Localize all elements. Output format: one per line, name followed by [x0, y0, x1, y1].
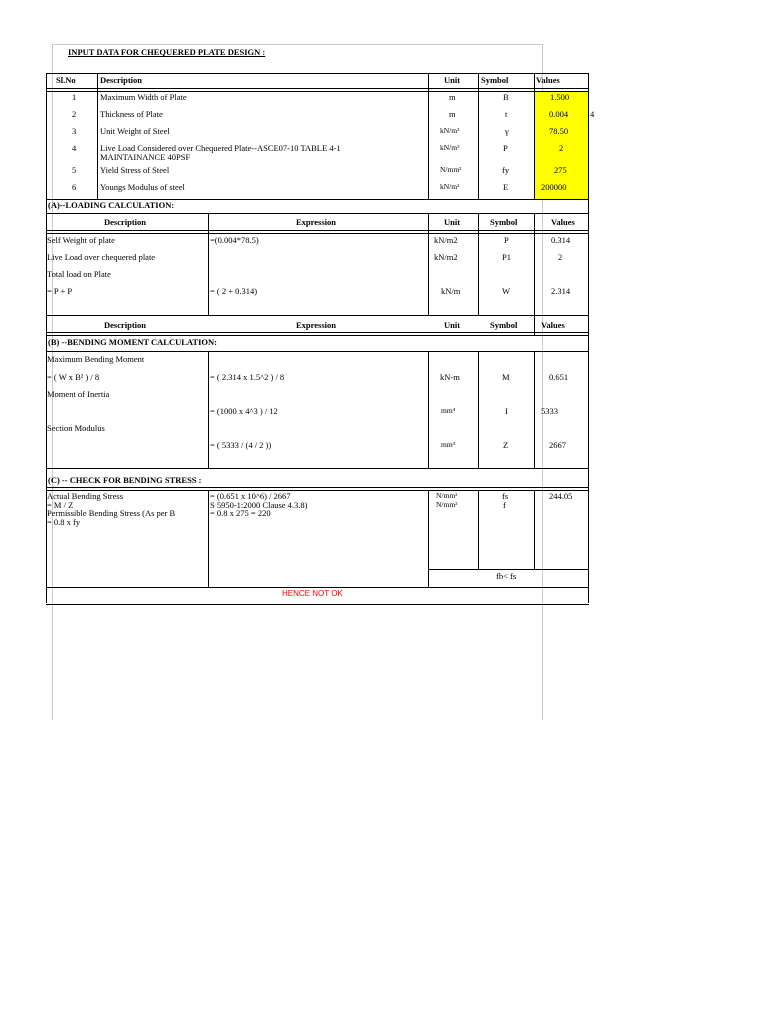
table-row-symbol: fy — [502, 165, 510, 175]
header-description: Description — [104, 320, 147, 330]
header-values: Values — [536, 75, 560, 85]
table-row-sl: 3 — [72, 126, 77, 136]
table-row-value[interactable]: 1.500 — [550, 92, 570, 102]
table-row-expr: = ( 2.314 x 1.5^2 ) / 8 — [210, 372, 285, 382]
table-row-desc: Unit Weight of Steel — [100, 126, 170, 136]
table-row-value: 0.651 — [549, 372, 569, 382]
table-row-desc: Maximum Bending Moment — [47, 354, 145, 364]
table-row-symbol: γ — [505, 126, 509, 136]
table-row-unit: kN/m — [441, 286, 461, 296]
table-row-sl: 5 — [72, 165, 77, 175]
expr-line: = 0.8 x 275 = 220 — [210, 508, 271, 518]
table-row-value: 2.314 — [551, 286, 571, 296]
table-row-value: 2 — [558, 252, 563, 262]
table-row-symbol: P — [503, 143, 508, 153]
table-row-unit: kN/m2 — [434, 235, 458, 245]
table-row-value[interactable]: 0.004 — [549, 109, 569, 119]
header-symbol: Symbol — [490, 320, 518, 330]
actual-stress-value: 244.05 — [549, 491, 573, 501]
table-row-symbol: W — [502, 286, 511, 296]
desc-line: = 0.8 x fy — [47, 517, 81, 527]
header-values: Values — [551, 217, 575, 227]
header-unit: Unit — [444, 75, 461, 85]
table-row-desc: Live Load Considered over Chequered Plate--ASCE07-10 TABLE 4-1 — [100, 143, 341, 153]
section-b-heading: (B) --BENDING MOMENT CALCULATION: — [48, 337, 217, 347]
table-row-unit: kN/m2 — [434, 252, 458, 262]
table-row-desc: Youngs Modulus of steel — [100, 182, 185, 192]
table-row-unit: mm³ — [441, 440, 455, 449]
page-border-top — [52, 44, 542, 45]
table-row-expr: =(0.004*78.5) — [210, 235, 259, 245]
table-row-sl: 2 — [72, 109, 77, 119]
table-row-unit: mm⁴ — [441, 406, 456, 415]
table-row-unit: kN/m² — [440, 143, 460, 152]
header-sl-no: Sl.No — [56, 75, 76, 85]
expr-line: S 5950-1:2000 Clause 4.3.8) — [210, 500, 308, 510]
table-row-sl: 4 — [72, 143, 77, 153]
header-symbol: Symbol — [481, 75, 509, 85]
table-row-value[interactable]: 200000 — [541, 182, 567, 192]
expr-line: = (0.651 x 10^6) / 2667 — [210, 491, 291, 501]
table-row-unit: kN/m² — [440, 182, 460, 191]
page-border-left — [52, 44, 53, 720]
desc-line: = M / Z — [47, 500, 74, 510]
table-row-desc: Section Modulus — [47, 423, 105, 433]
table-row-desc: Total load on Plate — [47, 269, 111, 279]
header-expression: Expression — [296, 320, 336, 330]
table-row-value[interactable]: 275 — [554, 165, 567, 175]
header-expression: Expression — [296, 217, 336, 227]
table-row-desc: Thickness of Plate — [100, 109, 163, 119]
table-row-sl: 6 — [72, 182, 77, 192]
table-row-expr: = ( 2 + 0.314) — [210, 286, 258, 296]
header-description: Description — [104, 217, 147, 227]
table-row-value: 5333 — [541, 406, 558, 416]
table-row-symbol: M — [502, 372, 510, 382]
desc-line: Permissible Bending Stress (As per B — [47, 508, 176, 518]
table-row-symbol: t — [505, 109, 508, 119]
header-description: Description — [100, 75, 143, 85]
side-note: 4 — [590, 109, 595, 119]
table-row-value: 2667 — [549, 440, 566, 450]
table-row-symbol: B — [503, 92, 509, 102]
table-row-value: 0.314 — [551, 235, 571, 245]
table-row-desc: Maximum Width of Plate — [100, 92, 187, 102]
table-row-desc: = P + P — [47, 286, 73, 296]
header-unit: Unit — [444, 217, 461, 227]
symbol-line: f — [503, 500, 506, 510]
table-row-symbol: P1 — [502, 252, 511, 262]
table-row-expr: = (1000 x 4^3 ) / 12 — [210, 406, 278, 416]
table-row-desc: = ( W x B² ) / 8 — [47, 372, 100, 382]
table-row-unit: N/mm² — [440, 165, 462, 174]
stress-check: fb< fs — [496, 571, 517, 581]
table-row-unit: m — [449, 92, 456, 102]
header-values: Values — [541, 320, 565, 330]
section-c-heading: (C) -- CHECK FOR BENDING STRESS : — [48, 475, 202, 485]
table-row-unit: kN-m — [440, 372, 460, 382]
unit-line: N/mm² — [436, 491, 458, 500]
table-row-desc: Yield Stress of Steel — [100, 165, 170, 175]
table-row-symbol: P — [504, 235, 509, 245]
header-unit: Unit — [444, 320, 461, 330]
table-row-expr: = ( 5333 / (4 / 2 )) — [210, 440, 272, 450]
header-symbol: Symbol — [490, 217, 518, 227]
table-row-symbol: E — [503, 182, 509, 192]
table-row-desc: Self Weight of plate — [47, 235, 115, 245]
table-row-unit: kN/m³ — [440, 126, 460, 135]
table-row-desc: Moment of Inertia — [47, 389, 110, 399]
unit-line: N/mm² — [436, 500, 458, 509]
desc-line: Actual Bending Stress — [47, 491, 124, 501]
table-row-unit: m — [449, 109, 456, 119]
table-row-symbol: Z — [503, 440, 509, 450]
table-row-sl: 1 — [72, 92, 77, 102]
table-row-desc-line2: MAINTAINANCE 40PSF — [100, 152, 191, 162]
table-row-desc: Live Load over chequered plate — [47, 252, 156, 262]
symbol-line: fs — [502, 491, 509, 501]
table-row-value[interactable]: 78.50 — [549, 126, 569, 136]
section-a-heading: (A)--LOADING CALCULATION: — [48, 200, 175, 210]
table-row-value[interactable]: 2 — [559, 143, 564, 153]
table-row-symbol: I — [505, 406, 508, 416]
page-title: INPUT DATA FOR CHEQUERED PLATE DESIGN : — [68, 47, 266, 57]
result-status: HENCE NOT OK — [282, 589, 343, 598]
